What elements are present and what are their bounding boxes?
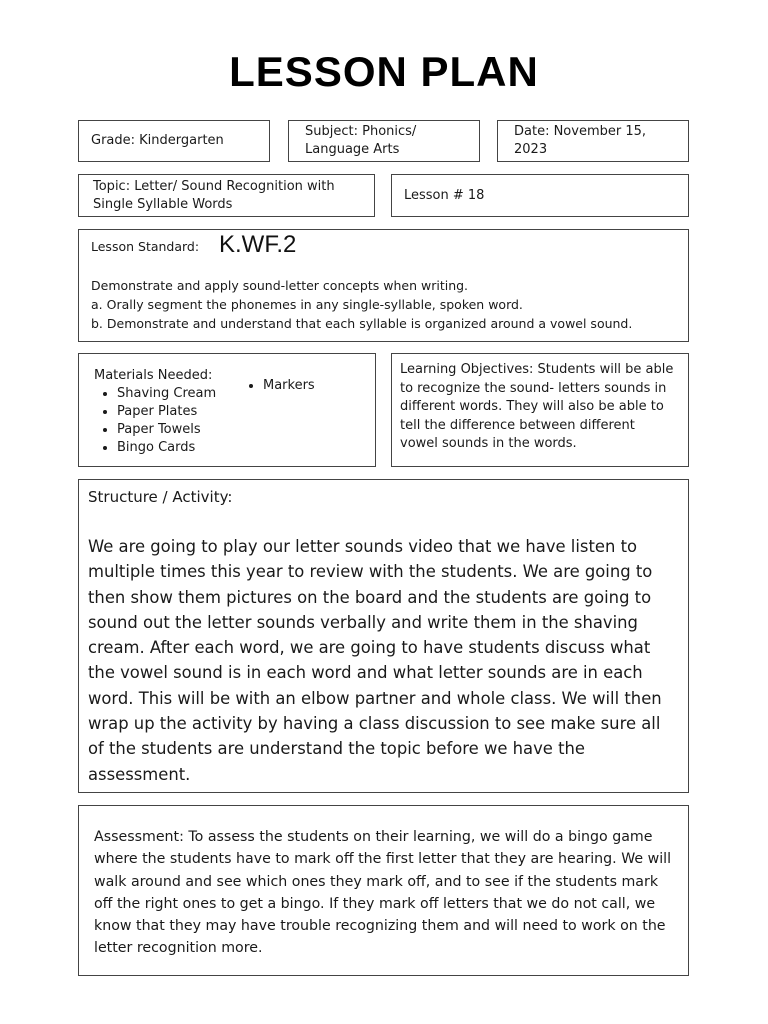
materials-list-extra [239,377,315,395]
lesson-number-box [391,174,689,217]
assessment-box [78,805,689,976]
materials-heading: Materials Needed: [94,368,213,383]
objectives-text: Learning Objectives: Students will be able to recognize the sound- letters sounds in different words. They will also be able to tell the difference between different vowel sounds in the words. [400,362,674,451]
subject-box [288,120,480,162]
page-title: LESSON PLAN [229,48,539,95]
assessment-text: Assessment: To assess the students on their learning, we will do a bingo game where the students have to mark off the first letter that they are hearing. We will walk around and see which ones they mark off, and to see if the students mark off the right ones to get a bingo. If they mark off letters that we do not call, we know that they may have trouble recognizing them and will need to work on the letter recognition more. [94,829,672,957]
lesson-number-text: Lesson # 18 [404,187,485,203]
topic-box [78,174,375,217]
structure-body: We are going to play our letter sounds video that we have listen to multiple times this year to review with the students. We are going to then show them pictures on the board and the students are going to sound out the letter sounds verbally and write them in the shaving cream. After each word, we are going to have students discuss what the vowel sound is in each word and what letter sounds are in each word. This will be with an elbow partner and whole class. We will then wrap up the activity by having a class discussion to see make sure all of the students are understand the topic before we have the assessment. [88,537,662,784]
list-item: • Paper Towels [117,421,216,439]
materials-list [93,385,216,457]
list-item: • Markers [263,377,315,395]
topic-text: Topic: Letter/ Sound Recognition with Single Syllable Words [93,178,335,212]
objectives-box [391,353,689,467]
standard-code: K.WF.2 [219,231,297,258]
materials-box [78,353,376,467]
standard-line: a. Orally segment the phonemes in any single-syllable, spoken word. [91,297,523,312]
structure-heading: Structure / Activity: [88,488,233,506]
standard-line: Demonstrate and apply sound-letter concepts when writing. [91,278,469,293]
grade-box [78,120,270,162]
list-item: • Shaving Cream [117,385,216,403]
lesson-standard-box [78,229,689,342]
structure-activity-box [78,479,689,793]
standard-description [91,276,678,333]
standard-label: Lesson Standard: [91,239,200,254]
subject-text: Subject: Phonics/ Language Arts [305,124,417,157]
grade-text: Grade: Kindergarten [91,133,224,148]
date-box [497,120,689,162]
list-item: • Bingo Cards [117,439,216,457]
list-item: • Paper Plates [117,403,216,421]
standard-line: b. Demonstrate and understand that each syllable is organized around a vowel sound. [91,316,633,331]
date-text: Date: November 15, 2023 [514,124,647,157]
